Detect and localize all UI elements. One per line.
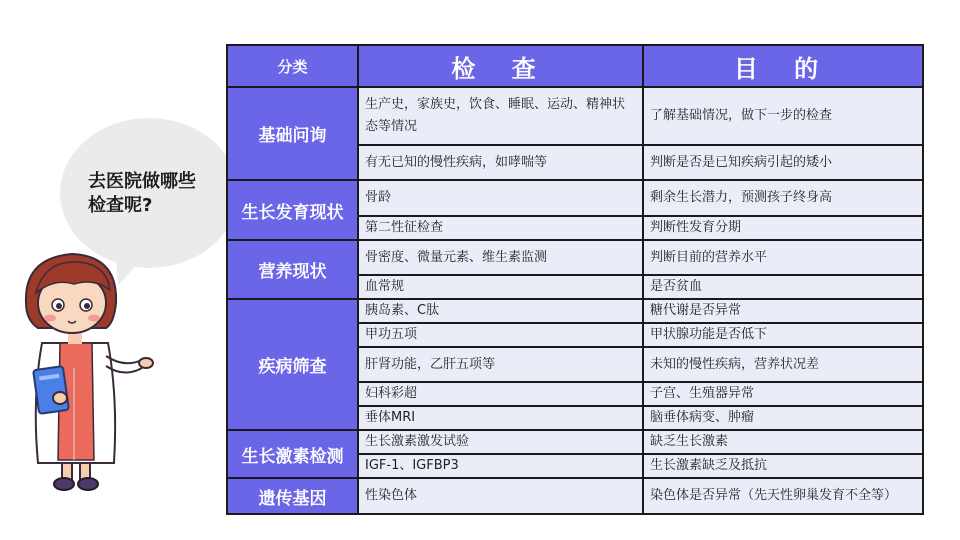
exam-cell: 生产史，家族史，饮食、睡眠、运动、精神状态等情况 — [358, 87, 643, 145]
purpose-cell: 了解基础情况，做下一步的检查 — [643, 87, 923, 145]
purpose-cell: 子宫、生殖器异常 — [643, 382, 923, 406]
table-row — [227, 87, 923, 145]
category-cell: 生长激素检测 — [227, 430, 358, 478]
purpose-cell: 染色体是否异常（先天性卵巢发育不全等） — [643, 478, 923, 514]
exam-cell: 性染色体 — [358, 478, 643, 514]
purpose-cell: 缺乏生长激素 — [643, 430, 923, 454]
purpose-cell: 判断性发育分期 — [643, 216, 923, 240]
exam-cell: 骨龄 — [358, 180, 643, 216]
exam-cell: 骨密度、微量元素、维生素监测 — [358, 240, 643, 275]
purpose-cell: 未知的慢性疾病，营养状况差 — [643, 347, 923, 382]
category-cell: 疾病筛查 — [227, 299, 358, 430]
exam-cell: 垂体MRI — [358, 406, 643, 430]
header-purpose: 目 的 — [643, 45, 923, 87]
doctor-illustration — [14, 248, 154, 498]
bubble-line-1: 去医院做哪些 — [88, 171, 196, 192]
exam-cell: IGF-1、IGFBP3 — [358, 454, 643, 478]
category-cell: 生长发育现状 — [227, 180, 358, 240]
table-row — [227, 180, 923, 216]
header-exam: 检 查 — [358, 45, 643, 87]
bubble-line-2: 检查呢? — [88, 195, 153, 216]
purpose-cell: 糖代谢是否异常 — [643, 299, 923, 323]
exam-cell: 有无已知的慢性疾病，如哮喘等 — [358, 145, 643, 180]
table-row — [227, 478, 923, 514]
header-category: 分类 — [227, 45, 358, 87]
exam-cell: 生长激素激发试验 — [358, 430, 643, 454]
exam-cell: 血常规 — [358, 275, 643, 299]
exam-cell: 肝肾功能，乙肝五项等 — [358, 347, 643, 382]
exam-table — [226, 44, 924, 515]
purpose-cell: 脑垂体病变、肿瘤 — [643, 406, 923, 430]
purpose-cell: 剩余生长潜力，预测孩子终身高 — [643, 180, 923, 216]
category-cell: 遗传基因 — [227, 478, 358, 514]
category-cell: 基础问询 — [227, 87, 358, 180]
exam-cell: 妇科彩超 — [358, 382, 643, 406]
table-row — [227, 299, 923, 323]
table-row — [227, 430, 923, 454]
purpose-cell: 生长激素缺乏及抵抗 — [643, 454, 923, 478]
exam-cell: 胰岛素、C肽 — [358, 299, 643, 323]
purpose-cell: 判断目前的营养水平 — [643, 240, 923, 275]
table-row — [227, 240, 923, 275]
speech-bubble-text — [88, 170, 228, 218]
purpose-cell: 甲状腺功能是否低下 — [643, 323, 923, 347]
category-cell: 营养现状 — [227, 240, 358, 299]
purpose-cell: 是否贫血 — [643, 275, 923, 299]
exam-cell: 甲功五项 — [358, 323, 643, 347]
purpose-cell: 判断是否是已知疾病引起的矮小 — [643, 145, 923, 180]
table-header-row — [227, 45, 923, 87]
exam-cell: 第二性征检查 — [358, 216, 643, 240]
